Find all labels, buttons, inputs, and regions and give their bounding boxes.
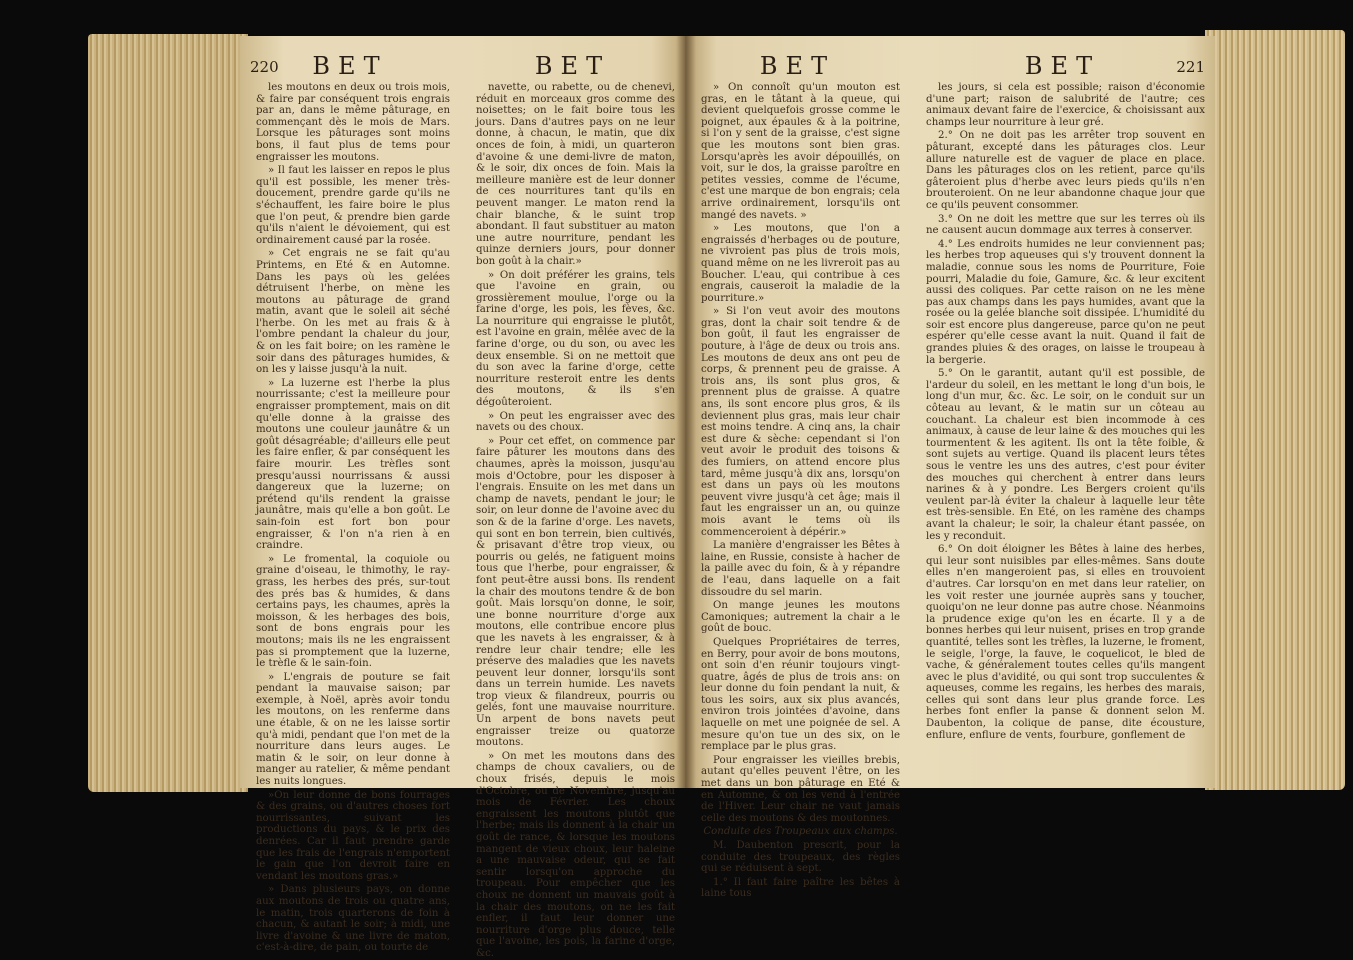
paragraph: Quelques Propriétaires de terres, en Berry, pour avoir de bons moutons, ont soin d'en réunir toujours vingt-quatre, âgés de plus de trois ans: on leur donne du foin pendant la nuit, & tous les soirs, aux six plus avancés, environ trois jointées d'avoine, dans laquelle on met une poignée de sel. A mesure qu'on tue un des six, on le remplace par le plus gras. [701,636,900,753]
paragraph: » Cet engrais ne se fait qu'au Printems, en Eté & en Automne. Dans les pays où les gelées détruisent l'herbe, on mène les moutons au pâturage de grand matin, avant que le soleil ait séché l'herbe. On les met au frais & à l'ombre pendant la chaleur du jour, & on les fait boire; on les ramène le soir dans des pâturages humides, & on les y laisse jusqu'à la nuit. [256,248,450,376]
paragraph: » On met les moutons dans des champs de choux cavaliers, ou de choux frisés, depuis le mois d'Octobre, ou de Novembre, jusqu'au mois de Février. Les choux engraissent les moutons plutôt que l'herbe; mais ils donnent à la chair un goût de rance, & lorsque les moutons mangent de vieux choux, leur haleine a une mauvaise odeur, qui se fait sentir lorsqu'on approche du troupeau. Pour empêcher que les choux ne donnent un mauvais goût à la chair des moutons, on ne les fait enfler, il faut leur donner une nourriture d'orge plus douce, telle que l'avoine, les pois, la farine d'orge, &c. [476,750,675,959]
page-header [470,52,675,82]
book-gutter [676,36,696,788]
right-page-edges [1205,30,1345,790]
paragraph: navette, ou rabette, ou de chenevi, réduit en morceaux gros comme des noisettes; on le fait boire tous les jours. Dans d'autres pays on ne leur donne, à chacun, le matin, que dix onces de foin, à midi, un quarteron d'avoine & une demi-livre de maton, & le soir, dix onces de foin. Mais la meilleure manière est de leur donner de ces nourritures tant qu'ils en peuvent manger. Le maton rend la chair blanche, & le suint trop abondant. Il faut substituer au maton une autre nourriture, pendant les quinze derniers jours, pour donner bon goût à la chair.» [476,82,675,267]
paragraph: 2.° On ne doit pas les arrêter trop souvent en pâturant, excepté dans les pâturages clos. Leur allure naturelle est de vaguer de place en place. Dans les pâturages clos on les retient, parce qu'ils gâteroient plus d'herbe avec leurs pieds qu'ils n'en brouteroient. On ne leur abandonne chaque jour que ce qu'ils peuvent consommer. [926,130,1205,211]
paragraph: » Pour cet effet, on commence par faire pâturer les moutons dans des chaumes, après la moisson, jusqu'au mois d'Octobre, pour les disposer à l'engrais. Ensuite on les met dans un champ de navets, pendant le jour; le soir, on leur donne de l'avoine avec du son & de la farine d'orge. Les navets, qui sont en bon terrein, bien cultivés, & prisavant d'être trop vieux, ou pourris ou gelés, ne fatiguent moins tous que l'herbe, pour engraisser, & font peut-être aussi bons. Ils rendent la chair des moutons tendre & de bon goût. Mais lorsqu'on donne, le soir, une bonne nourriture d'orge aux moutons, elle contribue encore plus que les navets à les engraisser, & à rendre leur chair tendre; elle les préserve des maladies que les navets peuvent leur donner, lorsqu'ils sont dans un terrein humide. Les navets trop vieux & filandreux, pourris ou gelés, font une mauvaise nourriture. Un arpent de bons navets peut engraisser treize ou quatorze moutons. [476,435,675,749]
page-221 [910,36,1215,788]
running-title: BET [759,52,836,80]
page-number: 220 [250,58,279,76]
paragraph: » Le fromental, la coquiole ou graine d'oiseau, le thimothy, le ray-grass, les herbes des prés, sur-tout des prés bas & humides, & dans certains pays, les chaumes, après la moisson, & les herbages des bois, sont de bons engrais pour les moutons; mais ils ne les engraissent pas si promptement que la luzerne, le trèfle & le sain-foin. [256,553,450,670]
paragraph: Pour engraisser les vieilles brebis, autant qu'elles peuvent l'être, on les met dans un bon pâturage en Eté & en Automne, & on les vend à l'entrée de l'Hiver. Leur chair ne vaut jamais celle des moutons & des moutonnes. [701,754,900,824]
section-heading: Conduite des Troupeaux aux champs. [703,826,898,838]
paragraph: » La luzerne est l'herbe la plus nourrissante; c'est la meilleure pour engraisser promptement, mais on dit qu'elle donne à la graisse des moutons une couleur jaunâtre & un goût désagréable; d'ailleurs elle peut les faire enfler, & par conséquent les faire mourir. Les trèfles sont presqu'aussi nourrissans & aussi dangereux que la luzerne; on prétend qu'ils rendent la graisse jaunâtre, mais qu'elle a bon goût. Le sain-foin est fort bon pour engraisser, & l'on n'a rien à en craindre. [256,377,450,552]
text-column [256,82,450,954]
paragraph: 3.° On ne doit les mettre que sur les terres où ils ne causent aucun dommage aux terres à conserver. [926,213,1205,237]
running-title: BET [1024,52,1101,80]
paragraph: 6.° On doit éloigner les Bêtes à laine des herbes, qui leur sont nuisibles par elles-mêmes. Sans doute elles n'en mangeroient pas, si elles en trouvoient d'autres. Car lorsqu'on en met dans leur ratelier, on les voit rester une journée auprès sans y toucher, quoiqu'on ne leur donne pas autre chose. Néanmoins la prudence exige qu'on les en écarte. Il y a de bonnes herbes qui leur nuisent, prises en trop grande quantité, telles sont les trèfles, la luzerne, le froment, le seigle, l'orge, la fauve, le coquelicot, le bled de vache, & généralement toutes celles qu'ils mangent avec le plus d'avidité, ou qui sont trop succulentes & aqueuses, comme les regains, les herbes des marais, celles qui sont dans leur plus grande force. Les herbes font enfler la panse & donnent selon M. Daubenton, la colique de panse, dite écousture, enflure, enflure de vents, fourbure, gonflement de [926,544,1205,741]
page-header [695,52,900,82]
paragraph: 5.° On le garantit, autant qu'il est possible, de l'ardeur du soleil, en les mettant le long d'un bois, le long d'un mur, &c. &c. Le soir, on le conduit sur un côteau au levant, & le matin sur un côteau au couchant. La chaleur est bien incommode à ces animaux, à cause de leur laine & des mouches qui les tourmentent & les agitent. Ils ont la tête foible, & sont sujets au vertige. Quand ils placent leurs têtes sous le ventre les uns des autres, c'est pour éviter des mouches qui cherchent à entrer dans leurs narines & à y pondre. Les Bergers croient qu'ils veulent par-là éviter la chaleur à laquelle leur tête est très-sensible. En Eté, on les ramène des champs avant la chaleur; le soir, la chaleur étant passée, on les y reconduit. [926,368,1205,542]
page-right-first [685,36,910,900]
paragraph: On mange jeunes les moutons Camoniques; autrement la chair a le goût de bouc. [701,600,900,635]
running-title: BET [312,52,388,80]
text-column [926,82,1205,778]
page-220 [240,36,460,954]
text-column [701,82,900,900]
paragraph: »On leur donne de bons fourrages & des grains, ou d'autres choses fort nourrissantes, suivant les productions du pays, & le prix des denrées. Car il faut prendre garde que les frais de l'engrais n'emportent le gain que l'on devroit faire en vendant les moutons gras.» [256,789,450,882]
paragraph: M. Daubenton prescrit, pour la conduite des troupeaux, des règles qui se réduisent à sept. [701,840,900,875]
page-header [250,52,450,82]
paragraph: 1.° Il faut faire paître les bêtes à laine tous [701,876,900,900]
paragraph: les moutons en deux ou trois mois, & faire par conséquent trois engrais par an, dans le même pâturage, en commençant dès le mois de Mars. Lorsque les pâturages sont moins bons, il faut plus de tems pour engraisser les moutons. [256,82,450,163]
running-title: BET [534,52,611,80]
paragraph: » On connoît qu'un mouton est gras, en le tâtant à la queue, qui devient quelquefois grosse comme le poignet, aux épaules & à la poitrine, si l'on y sent de la graisse, c'est signe que les moutons sont bien gras. Lorsqu'après les avoir dépouillés, on voit, sur le dos, la graisse paroître en petites vessies, comme de l'écume, c'est une marque de bon engrais; cela arrive ordinairement, lorsqu'ils ont mangé des navets. » [701,82,900,221]
paragraph: » Il faut les laisser en repos le plus qu'il est possible, les mener très-doucement, prendre garde qu'ils ne s'échauffent, les faire boire le plus que l'on peut, & prendre bien garde qu'ils n'aient le dévoiement, qui est ordinairement causé par la rosée. [256,165,450,246]
paragraph: » On doit préférer les grains, tels que l'avoine en grain, ou grossièrement moulue, l'orge ou la farine d'orge, les pois, les fèves, &c. La nourriture qui engraisse le plutôt, est l'avoine en grain, mêlée avec de la farine d'orge, ou du son, ou avec les deux ensemble. Si on ne mettoit que du son avec la farine d'orge, cette nourriture resteroit entre les dents des moutons, & ils s'en dégoûteroient. [476,269,675,409]
paragraph: les jours, si cela est possible; raison d'économie d'une part; raison de salubrité de l'autre; ces animaux devant faire de l'exercice, & choisissant aux champs leur nourriture à leur gré. [926,82,1205,128]
page-header [920,52,1205,82]
paragraph: » On peut les engraisser avec des navets ou des choux. [476,410,675,434]
paragraph: » Si l'on veut avoir des moutons gras, dont la chair soit tendre & de bon goût, il faut les engraisser de pouture, à l'âge de deux ou trois ans. Les moutons de deux ans ont peu de corps, & prennent peu de graisse. A trois ans, ils sont plus gros, & prennent plus de graisse. A quatre ans, ils sont encore plus gros, & ils deviennent plus gras, mais leur chair est moins tendre. A cinq ans, la chair est dure & sèche: cependant si l'on veut avoir le produit des toisons & des fumiers, on attend encore plus tard, même jusqu'à dix ans, lorsqu'on est dans un pays où les moutons peuvent vivre jusqu'à cet âge; mais il faut les engraisser un an, ou quinze mois avant le tems où ils commenceroient à dépérir.» [701,306,900,538]
left-page-edges [88,34,248,792]
paragraph: » Dans plusieurs pays, on donne aux moutons de trois ou quatre ans, le matin, trois quarterons de foin à chacun, & autant le soir; à midi, une livre d'avoine & une livre de maton, c'est-à-dire, de pain, ou tourte de [256,884,450,954]
paragraph: » Les moutons, que l'on a engraissés d'herbages ou de pouture, ne vivroient pas plus de trois mois, quand même on ne les livreroit pas au Boucher. L'eau, qui contribue à ces engrais, causeroit la maladie de la pourriture.» [701,223,900,304]
page-left-second [460,36,685,959]
page-number: 221 [1176,58,1205,76]
text-column [476,82,675,959]
paragraph: La manière d'engraisser les Bêtes à laine, en Russie, consiste à hacher de la paille avec du foin, & à y répandre de l'eau, dans laquelle on a fait dissoudre du sel marin. [701,540,900,598]
paragraph: 4.° Les endroits humides ne leur conviennent pas; les herbes trop aqueuses qui s'y trouvent donnent la maladie, connue sous les noms de Pourriture, Foie pourri, Maladie du foie, Gamure, &c. & leur excitent aussi des coliques. Par cette raison on ne les mène pas aux champs dans les pays humides, avant que la rosée ou la gelée blanche soit dissipée. L'humidité du soir est encore plus dangereuse, parce qu'on ne peut espérer qu'elle cesse avant la nuit. Quand il fait de grandes pluies & des orages, on laisse le troupeau à la bergerie. [926,238,1205,366]
paragraph: » L'engrais de pouture se fait pendant la mauvaise saison; par exemple, à Noël, après avoir tondu les moutons, on les renferme dans une étable, & on ne les laisse sortir qu'à midi, pendant que l'on met de la nourriture dans leurs auges. Le matin & le soir, on leur donne à manger au ratelier, & même pendant les nuits longues. [256,671,450,788]
